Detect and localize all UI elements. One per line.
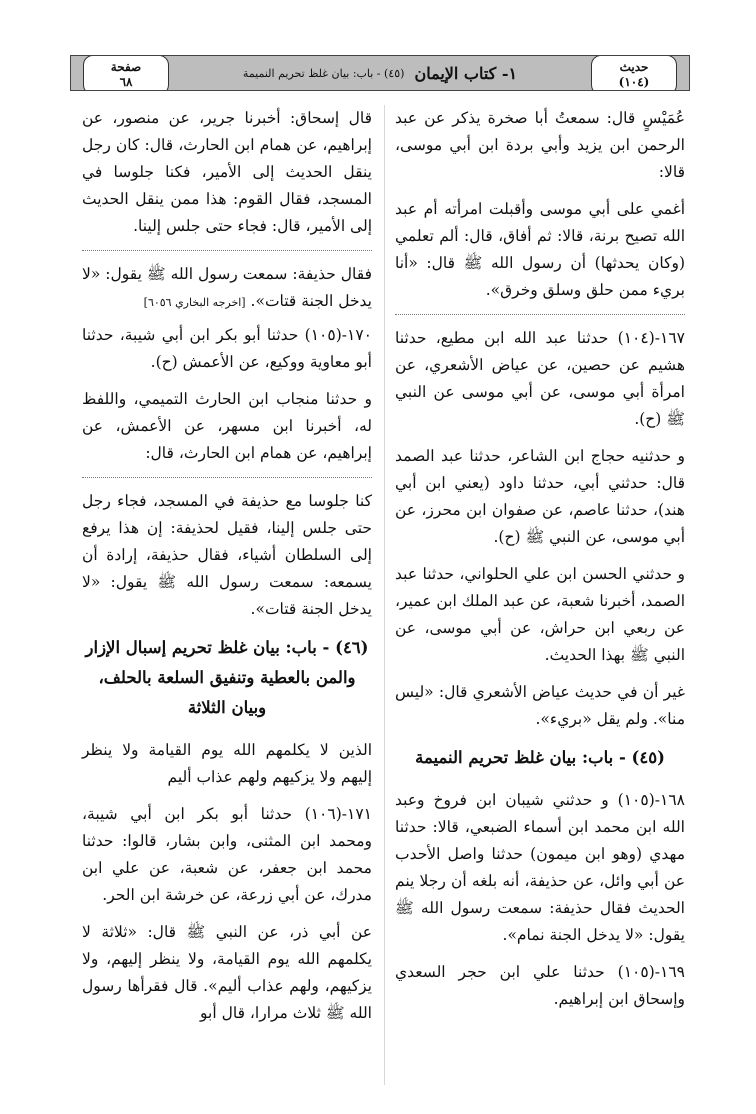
- left-paragraph-5: كنا جلوسا مع حذيفة في المسجد، فجاء رجل حتى جلس إلينا، فقيل لحذيفة: إن هذا يرفع إلى السلطان أشياء، فقال حذيفة، إرادة أن يسمعه: سمعت رسول الله ﷺ يقول: «لا يدخل الجنة قتات».: [82, 492, 372, 618]
- chapter-45-heading: (٤٥) - باب: بيان غلظ تحريم النميمة: [415, 748, 665, 767]
- right-paragraph-2: أغمي على أبي موسى وأقبلت امرأته أم عبد الله تصيح برنة، قالا: ثم أفاق، قال: ألم تعلمي (وكان يحدثها) أن رسول الله ﷺ قال: «أنا بريء ممن حلق وسلق وخرق».: [395, 200, 685, 299]
- chapter-title: (٤٥) - باب: بيان غلظ تحريم النميمة: [242, 66, 405, 80]
- hadith-167: ١٦٧-(١٠٤) حدثنا عبد الله ابن مطيع، حدثنا هشيم عن حصين، عن عياض الأشعري، عن امرأة أبي موسى، عن أبي موسى عن النبي ﷺ (ح).: [395, 329, 685, 428]
- hadith-number-box: [591, 55, 677, 91]
- left-paragraph-2-text: فقال حذيفة: سمعت رسول الله ﷺ يقول: «لا يدخل الجنة قتات».: [82, 265, 372, 310]
- page-label: صفحة: [110, 60, 142, 74]
- book-title: ١- كتاب الإيمان: [414, 63, 518, 83]
- right-paragraph-1: عُمَيْسٍ قال: سمعتُ أبا صخرة يذكر عن عبد الرحمن ابن يزيد وأبي بردة ابن أبي موسى، قالا:: [395, 109, 685, 181]
- left-paragraph-4: و حدثنا منجاب ابن الحارث التميمي، واللفظ له، أخبرنا ابن مسهر، عن الأعمش، عن إبراهيم، عن همام ابن الحارث، قال:: [82, 390, 372, 462]
- hadith-168: ١٦٨-(١٠٥) و حدثني شيبان ابن فروخ وعبد الله ابن محمد ابن أسماء الضبعي، قالا: حدثنا مهدي (وهو ابن ميمون) حدثنا واصل الأحدب عن أبي وائل، عن حذيفة، أنه بلغه أن رجلا ينم الحديث فقال حذيفة: سمعت رسول الله ﷺ يقول: «لا يدخل الجنة نمام».: [395, 791, 685, 944]
- hadith-171: ١٧١-(١٠٦) حدثنا أبو بكر ابن أبي شيبة، ومحمد ابن المثنى، وابن بشار، قالوا: حدثنا محمد ابن جعفر، عن شعبة، عن علي ابن مدرك، عن أبي زرعة، عن خرشة ابن الحر.: [82, 805, 372, 904]
- left-paragraph-1: قال إسحاق: أخبرنا جرير، عن منصور، عن إبراهيم، عن همام ابن الحارث، قال: كان رجل ينقل الحديث إلى الأمير، فكنا جلوسا في المسجد، فقال القوم: هذا ممن ينقل الحديث إلى الأمير، قال: فجاء حتى جلس إلينا.: [82, 109, 372, 235]
- page-header: [70, 55, 690, 91]
- left-column: [82, 105, 372, 1037]
- page-number-box: [83, 55, 169, 91]
- right-paragraph-6: غير أن في حديث عياض الأشعري قال: «ليس منا». ولم يقل «بريء».: [395, 683, 685, 728]
- bukhari-reference: [اخرجه البخاري ٦٠٥٦]: [143, 296, 246, 309]
- column-divider: [384, 105, 385, 1085]
- right-paragraph-4: و حدثنيه حجاج ابن الشاعر، حدثنا عبد الصمد قال: حدثني أبي، حدثنا داود (يعني ابن أبي هند)، حدثنا عاصم، عن صفوان ابن محرز، عن أبي موسى، عن النبي ﷺ (ح).: [395, 447, 685, 546]
- left-paragraph-2: [82, 261, 372, 316]
- left-paragraph-8: عن أبي ذر، عن النبي ﷺ قال: «ثلاثة لا يكلمهم الله يوم القيامة، ولا ينظر إليهم، ولا يزكيهم، ولهم عذاب أليم». قال فقرأها رسول الله ﷺ ثلاث مرارا، قال أبو: [82, 923, 372, 1022]
- right-column: [395, 105, 685, 1023]
- chapter-46-heading: (٤٦) - باب: بيان غلظ تحريم إسبال الإزار والمن بالعطية وتنفيق السلعة بالحلف، وبيان الثلاثة: [85, 638, 369, 717]
- hadith-170: ١٧٠-(١٠٥) حدثنا أبو بكر ابن أبي شيبة، حدثنا أبو معاوية ووكيع، عن الأعمش (ح).: [82, 326, 372, 371]
- right-paragraph-5: و حدثني الحسن ابن علي الحلواني، حدثنا عبد الصمد، أخبرنا شعبة، عن عبد الملك ابن عمير، عن ربعي ابن حراش، عن أبي موسى، عن النبي ﷺ بهذا الحديث.: [395, 565, 685, 664]
- hadith-169: ١٦٩-(١٠٥) حدثنا علي ابن حجر السعدي وإسحاق ابن إبراهيم.: [395, 963, 685, 1008]
- hadith-number: (١٠٤): [618, 75, 650, 89]
- divider: [82, 250, 372, 251]
- hadith-label: حديث: [619, 60, 649, 74]
- left-paragraph-6: الذين لا يكلمهم الله يوم القيامة ولا ينظر إليهم ولا يزكيهم ولهم عذاب أليم: [82, 741, 372, 786]
- page-number: ٦٨: [119, 75, 133, 89]
- divider: [82, 477, 372, 478]
- divider: [395, 314, 685, 315]
- header-titles: [169, 64, 591, 83]
